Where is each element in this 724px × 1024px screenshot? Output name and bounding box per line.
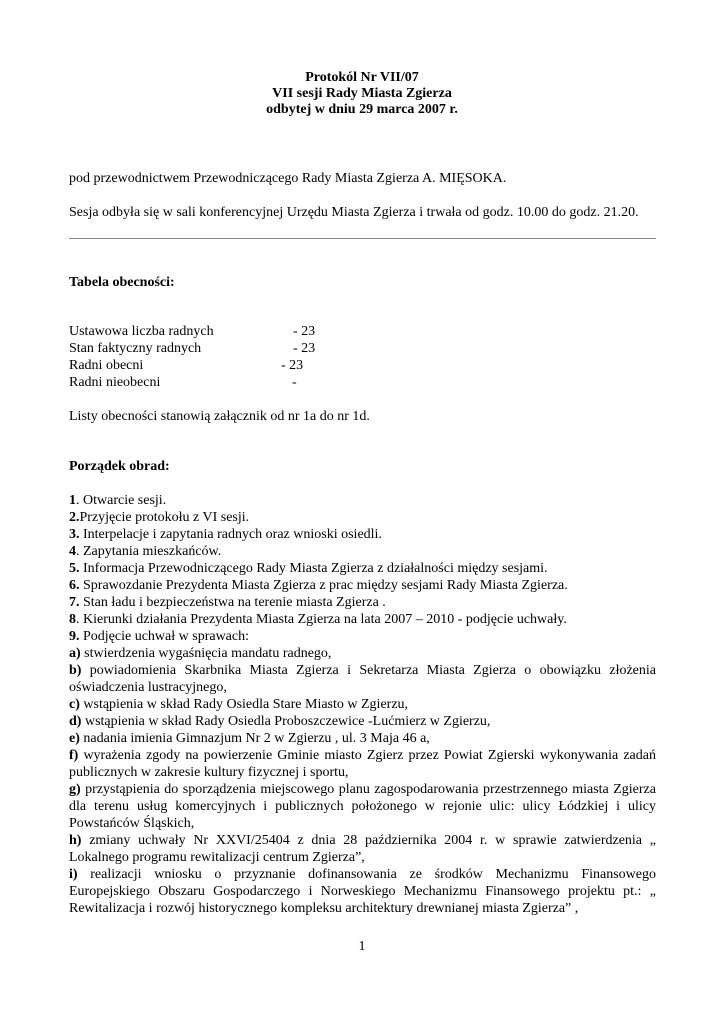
agenda-subitem [69, 781, 656, 832]
agenda-item-text: Stan ładu i bezpieczeństwa na terenie miasta Zgierza . [79, 595, 386, 610]
agenda-item [69, 560, 656, 577]
agenda-item-text: nadania imienia Gimnazjum Nr 2 w Zgierzu , ul. 3 Maja 46 a, [79, 731, 430, 746]
agenda-item-number: d) [69, 714, 82, 729]
agenda-item-text: Informacja Przewodniczącego Rady Miasta Zgierza z działalności między sesjami. [79, 561, 548, 576]
agenda-item-number: 1 [69, 493, 76, 508]
separator-line [69, 238, 656, 239]
agenda-item [69, 577, 656, 594]
agenda-subitem [69, 747, 656, 781]
attendance-label: Stan faktyczny radnych [69, 341, 202, 356]
agenda-item [69, 594, 656, 611]
agenda-item-text: przystąpienia do sporządzenia miejscowego planu zagospodarowania przestrzennego miasta Zgierza dla terenu usług komercyjnych i publicznych położonego w rejonie ulic: ulicy Łódzkiej i ulicy Powstańców Śląskich, [69, 782, 656, 831]
agenda-item-text: Przyjęcie protokołu z VI sesji. [79, 510, 250, 525]
agenda-item-text: . Zapytania mieszkańców. [76, 544, 222, 559]
agenda-item [69, 526, 656, 543]
agenda-item-number: 4 [69, 544, 76, 559]
agenda-item [69, 509, 656, 526]
agenda-heading: Porządek obrad: [69, 459, 170, 474]
attendance-value: - 23 [293, 324, 316, 339]
agenda-item-text: Sprawozdanie Prezydenta Miasta Zgierza z prac między sesjami Rady Miasta Zgierza. [79, 578, 568, 593]
agenda-item-number: 3. [69, 527, 80, 542]
attendance-label: Radni obecni [69, 358, 144, 373]
session-date: odbytej w dniu 29 marca 2007 r. [266, 102, 458, 117]
agenda-item-text: Interpelacje i zapytania radnych oraz wnioski osiedli. [79, 527, 382, 542]
agenda-item-text: . Kierunki działania Prezydenta Miasta Zgierza na lata 2007 – 2010 - podjęcie uchwały. [76, 612, 567, 627]
agenda-subitem [69, 866, 656, 917]
agenda-item-text: Podjęcie uchwał w sprawach: [79, 629, 249, 644]
agenda-list [69, 492, 656, 917]
attendance-heading: Tabela obecności: [69, 275, 175, 290]
agenda-item-number: 9. [69, 629, 80, 644]
attendance-label: Radni nieobecni [69, 375, 161, 390]
attendance-label: Ustawowa liczba radnych [69, 324, 214, 339]
attendance-note: Listy obecności stanowią załącznik od nr 1a do nr 1d. [69, 409, 370, 424]
agenda-item-text: wyrażenia zgody na powierzenie Gminie miasto Zgierz przez Powiat Zgierski wykonywania zadań publicznych w zakresie kultury fizycznej i sportu, [69, 748, 656, 780]
agenda-item-number: c) [69, 697, 80, 712]
page-number: 1 [358, 939, 366, 954]
agenda-item-text: realizacji wniosku o przyznanie dofinansowania ze środków Mechanizmu Finansowego Europejskiego Obszaru Gospodarczego i Norweskiego Mechanizmu Finansowego projektu pt.: „ Rewitalizacja i rozwój historycznego kompleksu architektury drewnianej miasta Zgierza” , [69, 867, 656, 916]
agenda-item [69, 611, 656, 628]
agenda-subitem [69, 696, 656, 713]
chair-line: pod przewodnictwem Przewodniczącego Rady Miasta Zgierza A. MIĘSOKA. [69, 171, 507, 186]
session-info: Sesja odbyła się w sali konferencyjnej Urzędu Miasta Zgierza i trwała od godz. 10.00 do godz. 21.20. [69, 205, 639, 220]
protocol-title: Protokól Nr VII/07 [305, 70, 419, 85]
agenda-item-number: f) [69, 748, 79, 763]
agenda-item [69, 628, 656, 645]
agenda-item-text: stwierdzenia wygaśnięcia mandatu radnego, [80, 646, 332, 661]
agenda-item-number: 7. [69, 595, 80, 610]
session-title: VII sesji Rady Miasta Zgierza [272, 86, 452, 101]
attendance-value: - 23 [293, 341, 316, 356]
agenda-item-number: h) [69, 833, 82, 848]
agenda-item-number: 8 [69, 612, 76, 627]
agenda-subitem [69, 730, 656, 747]
agenda-item [69, 492, 656, 509]
agenda-item-number: b) [69, 663, 82, 678]
agenda-subitem [69, 832, 656, 866]
agenda-item-number: e) [69, 731, 80, 746]
agenda-item-number: i) [69, 867, 78, 882]
attendance-value: - 23 [281, 358, 304, 373]
agenda-subitem [69, 713, 656, 730]
agenda-item-number: 2. [69, 510, 80, 525]
agenda-item-number: a) [69, 646, 81, 661]
agenda-item-text: powiadomienia Skarbnika Miasta Zgierza i Sekretarza Miasta Zgierza o obowiązku złożenia oświadczenia lustracyjnego, [69, 663, 656, 695]
agenda-item [69, 543, 656, 560]
agenda-item-text: wstąpienia w skład Rady Osiedla Stare Miasto w Zgierzu, [79, 697, 409, 712]
agenda-subitem [69, 645, 656, 662]
agenda-item-number: g) [69, 782, 81, 797]
attendance-value: - [292, 375, 297, 390]
agenda-item-number: 6. [69, 578, 80, 593]
agenda-item-text: . Otwarcie sesji. [76, 493, 167, 508]
agenda-item-text: zmiany uchwały Nr XXVI/25404 z dnia 28 października 2004 r. w sprawie zatwierdzenia „ Lokalnego programu rewitalizacji centrum Zgierza”, [69, 833, 656, 865]
agenda-subitem [69, 662, 656, 696]
agenda-item-text: wstąpienia w skład Rady Osiedla Proboszczewice -Lućmierz w Zgierzu, [81, 714, 491, 729]
agenda-item-number: 5. [69, 561, 80, 576]
